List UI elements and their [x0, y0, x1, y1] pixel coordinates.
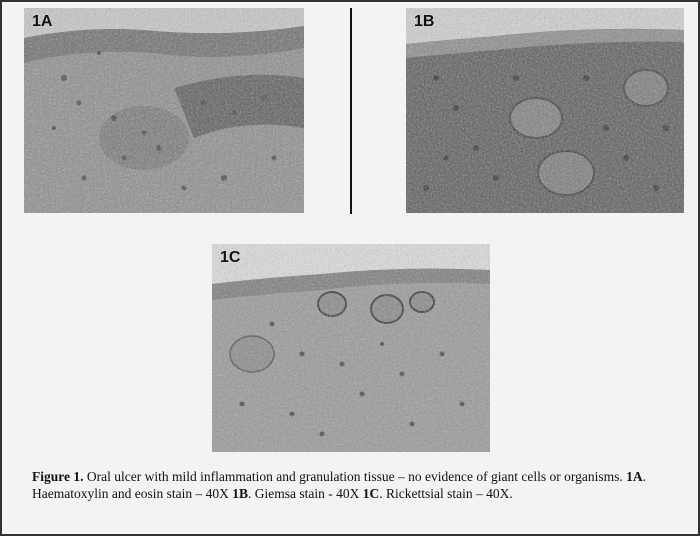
figure-caption	[32, 468, 682, 502]
micrograph-panel-1c	[212, 244, 490, 452]
panel-label-1a: 1A	[32, 13, 53, 30]
caption-text-1a: . Haematoxylin and eosin stain – 40X	[32, 469, 646, 501]
micrograph-1b-image	[406, 8, 684, 213]
panel-label-1c: 1C	[220, 249, 241, 266]
caption-text-1c: . Rickettsial stain – 40X.	[379, 486, 513, 501]
panel-divider	[350, 8, 352, 214]
caption-ref-1a: 1A	[626, 469, 643, 484]
micrograph-panel-1a	[24, 8, 304, 213]
panel-label-1b: 1B	[414, 13, 435, 30]
micrograph-1c-image	[212, 244, 490, 452]
caption-ref-1b: 1B	[232, 486, 248, 501]
micrograph-panel-1b	[406, 8, 684, 213]
caption-description: Oral ulcer with mild inflammation and granulation tissue – no evidence of giant cells or organisms.	[83, 469, 627, 484]
caption-text-1b: . Giemsa stain - 40X	[247, 486, 363, 501]
micrograph-1a-image	[24, 8, 304, 213]
caption-figure-label: Figure 1.	[32, 469, 84, 484]
caption-ref-1c: 1C	[362, 486, 380, 501]
